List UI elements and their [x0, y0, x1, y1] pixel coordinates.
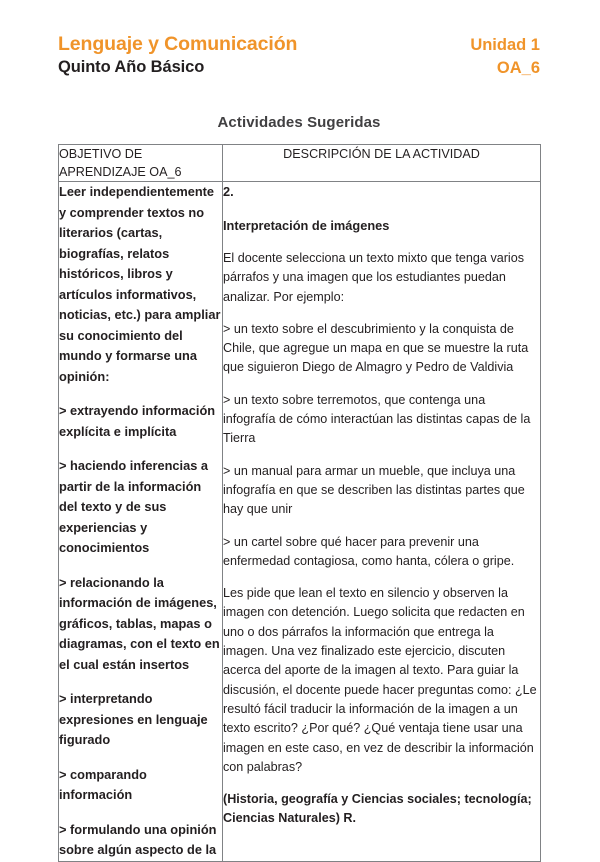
description-cell — [223, 182, 541, 862]
activities-table — [58, 144, 541, 862]
section-title: Actividades Sugeridas — [217, 114, 381, 131]
document-header — [58, 32, 540, 79]
objective-paragraph: > interpretando expresiones en lenguaje figurado — [59, 691, 208, 747]
column-header-objective: OBJETIVO DE APRENDIZAJE OA_6 — [59, 145, 223, 182]
table-row — [59, 182, 541, 862]
subject-title: Lenguaje y Comunicación — [58, 33, 298, 55]
description-paragraph: > un manual para armar un mueble, que incluya una infografía en que se describen las distintas partes que hay que unir — [223, 463, 525, 517]
unit-label: Unidad 1 — [470, 36, 540, 54]
activity-attribution: (Historia, geografía y Ciencias sociales; tecnología; Ciencias Naturales) R. — [223, 792, 532, 826]
description-paragraph: Les pide que lean el texto en silencio y observen la imagen con detención. Luego solicita que redacten en uno o dos párrafos la información que entrega la imagen. Una vez finalizado este ejercicio, discuten acerca del aporte de la imagen al texto. Para guiar la discusión, el docente puede hacer preguntas como: ¿Le resultó fácil traducir la información de la imagen a un texto escrito? ¿Por qué? ¿Qué ventaja tiene usar una imagen en este caso, en vez de describir la información con palabras? — [223, 586, 537, 774]
objective-paragraph: > comparando información — [59, 766, 147, 802]
objective-paragraph: > extrayendo información explícita e implícita — [59, 403, 216, 439]
description-paragraph: El docente selecciona un texto mixto que tenga varios párrafos y una imagen que los estudiantes puedan analizar. Por ejemplo: — [223, 251, 525, 304]
objective-paragraph: > relacionando la información de imágenes, gráficos, tablas, mapas o diagramas, con el texto en el cual están insertos — [59, 574, 220, 672]
header-left-group — [58, 32, 297, 78]
column-header-description: DESCRIPCIÓN DE LA ACTIVIDAD — [223, 145, 541, 182]
objective-paragraph: > haciendo inferencias a partir de la información del texto y de sus experiencias y conocimientos — [59, 458, 209, 555]
table-header-row — [59, 145, 541, 182]
oa-code-label: OA_6 — [496, 59, 540, 77]
activity-subtitle: Interpretación de imágenes — [223, 218, 390, 233]
objective-paragraph: Leer independientemente y comprender textos no literarios (cartas, biografías, relatos históricos, libros y artículos informativos, noticias, etc.) para ampliar su conocimiento del mundo y formarse una opinión: — [59, 184, 221, 384]
activity-number: 2. — [223, 184, 234, 199]
description-paragraph: > un texto sobre el descubrimiento y la conquista de Chile, que agregue un mapa en que se muestre la ruta que siguieron Diego de Almagro y Pedro de Valdivia — [223, 321, 529, 375]
description-paragraph: > un cartel sobre qué hacer para prevenir una enfermedad contagiosa, como hanta, cólera o gripe. — [223, 534, 515, 568]
objective-cell — [59, 182, 223, 862]
objective-paragraph: > formulando una opinión sobre algún aspecto de la — [59, 821, 217, 857]
header-right-group — [470, 32, 540, 79]
description-paragraph: > un texto sobre terremotos, que contenga una infografía de cómo interactúan las distintas capas de la Tierra — [223, 392, 531, 446]
grade-title: Quinto Año Básico — [58, 58, 205, 76]
